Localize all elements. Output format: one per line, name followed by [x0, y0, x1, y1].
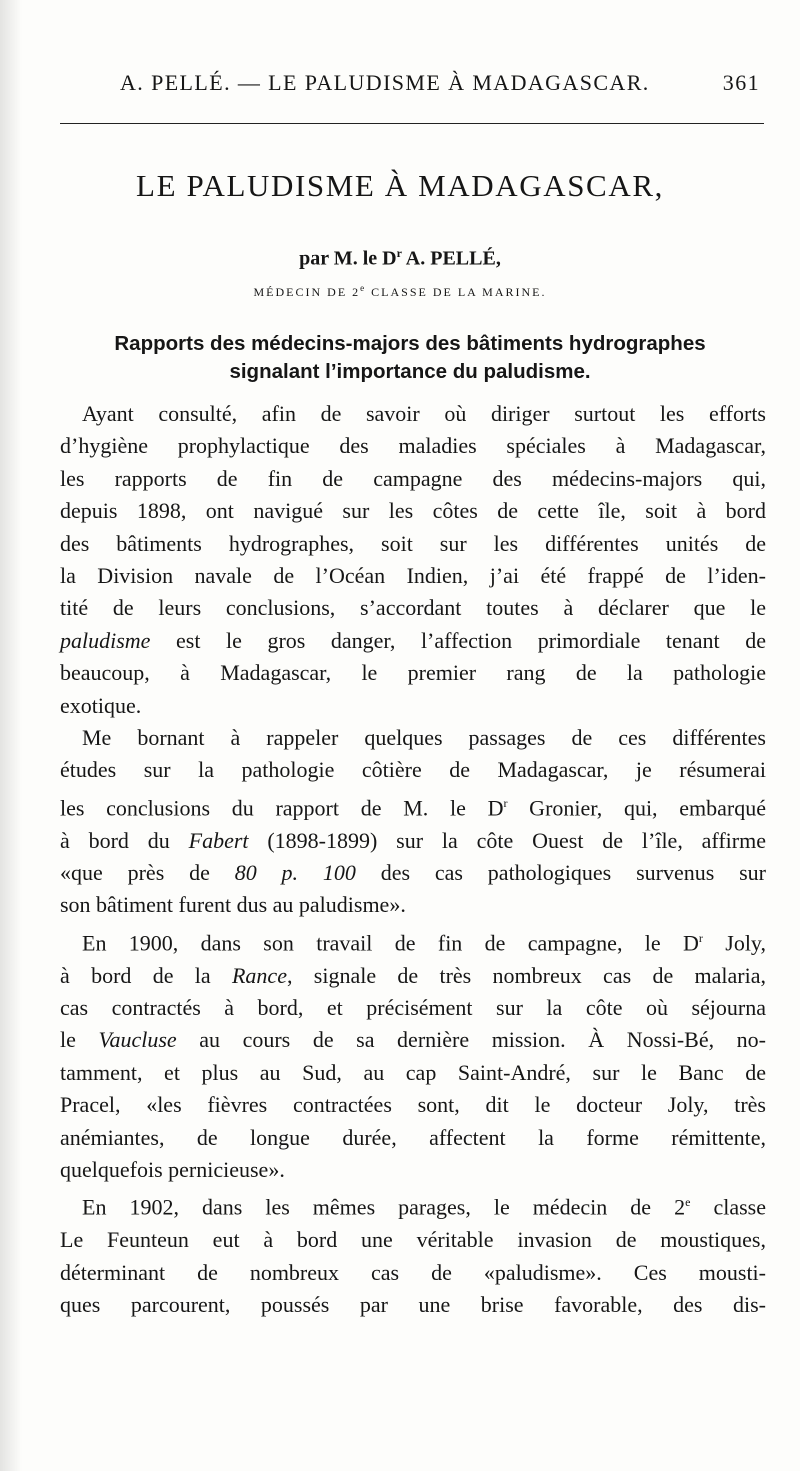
- ship-name: Rance: [231, 962, 287, 988]
- p2-sup: r: [503, 795, 508, 810]
- p2-text: Gronier, qui, embarqué: [507, 795, 767, 821]
- p1-line: les rapports de fin de campagne des médecins-majors qui,: [60, 465, 766, 491]
- p1-line: la Division navale de l’Océan Indien, j’ai été frappé de l’iden-: [60, 563, 766, 589]
- italic-figure: 80 p. 100: [234, 860, 356, 886]
- paragraph-3: [60, 922, 766, 1187]
- paragraph-1: [60, 398, 766, 722]
- p3-text: , signale de très nombreux cas de malaria,: [286, 962, 766, 988]
- subtitle-line-1: Rapports des médecins-majors des bâtiments hydrographes: [114, 332, 706, 355]
- body-text: [60, 398, 766, 1321]
- p4-text: En 1902, dans les mêmes parages, le médecin de 2: [82, 1194, 686, 1220]
- author-affiliation: [0, 283, 800, 300]
- p3-text: le: [60, 1027, 99, 1053]
- ship-name: Fabert: [188, 827, 249, 853]
- p3-line: [60, 922, 766, 960]
- p2-line: [60, 857, 766, 889]
- p3-line: quelquefois pernicieuse».: [60, 1157, 285, 1182]
- byline: [0, 246, 800, 271]
- ship-name: Vaucluse: [98, 1027, 177, 1053]
- p4-line: déterminant de nombreux cas de «paludisme». Ces mousti-: [60, 1259, 766, 1285]
- p3-line: [60, 1024, 766, 1056]
- author-name: A. PELLÉ,: [401, 247, 501, 270]
- p3-line: cas contractés à bord, et précisément sur la côte où séjourna: [60, 994, 766, 1020]
- p4-line: [60, 1186, 766, 1224]
- p1-line: beaucoup, à Madagascar, le premier rang de la pathologie: [60, 660, 766, 686]
- p1-line: [60, 625, 766, 657]
- section-subtitle: [60, 330, 760, 386]
- italic-term: paludisme: [60, 627, 151, 653]
- p3-text: En 1900, dans son travail de fin de campagne, le D: [82, 930, 699, 956]
- p3-text: au cours de sa dernière mission. À Nossi-Bé, no-: [176, 1027, 766, 1053]
- p1-line: tité de leurs conclusions, s’accordant toutes à déclarer que le: [60, 595, 766, 621]
- affiliation-post: CLASSE DE LA MARINE.: [366, 285, 547, 299]
- p3-line: anémiantes, de longue durée, affectent la forme rémittente,: [60, 1124, 766, 1150]
- p4-line: Le Feunteun eut à bord une véritable invasion de moustiques,: [60, 1227, 766, 1253]
- p1-line: des bâtiments hydrographes, soit sur les différentes unités de: [60, 530, 766, 556]
- p1-line-rest: est le gros danger, l’affection primordiale tenant de: [150, 627, 766, 653]
- binding-shadow: [0, 0, 22, 1471]
- p3-sup: r: [698, 930, 703, 945]
- running-title: A. PELLÉ. — LE PALUDISME À MADAGASCAR.: [120, 70, 650, 95]
- p1-line: exotique.: [60, 692, 142, 718]
- p4-text: classe: [690, 1194, 766, 1220]
- p2-line: [60, 787, 766, 825]
- p2-text: les conclusions du rapport de M. le D: [60, 795, 504, 821]
- p1-line: d’hygiène prophylactique des maladies spéciales à Madagascar,: [60, 433, 766, 459]
- byline-sup: r: [396, 246, 402, 260]
- p1-line: depuis 1898, ont navigué sur les côtes de cette île, soit à bord: [60, 498, 766, 524]
- affiliation-pre: MÉDECIN DE 2: [253, 285, 361, 299]
- article-title: LE PALUDISME À MADAGASCAR,: [136, 168, 664, 203]
- p1-line: Ayant consulté, afin de savoir où diriger surtout les efforts: [82, 401, 766, 426]
- running-head: [60, 70, 760, 104]
- header-rule: [60, 123, 764, 124]
- p3-line: tamment, et plus au Sud, au cap Saint-André, sur le Banc de: [60, 1059, 766, 1085]
- p2-line: son bâtiment furent dus au paludisme».: [60, 892, 406, 918]
- p2-line: [60, 825, 766, 857]
- page-number: 361: [722, 70, 760, 95]
- p3-text: à bord de la: [60, 962, 232, 988]
- p2-line: études sur la pathologie côtière de Madagascar, je résumerai: [60, 757, 766, 783]
- p2-text: «que près de: [60, 860, 235, 886]
- p2-text: à bord du: [60, 827, 189, 853]
- paragraph-2: [60, 722, 766, 922]
- p3-line: Pracel, «les fièvres contractées sont, dit le docteur Joly, très: [60, 1092, 766, 1118]
- p3-line: [60, 960, 766, 992]
- p4-line: ques parcourent, poussés par une brise favorable, des dis-: [60, 1291, 766, 1317]
- affiliation-sup: e: [360, 283, 367, 293]
- p2-line: Me bornant à rappeler quelques passages de ces différentes: [82, 725, 766, 751]
- p2-text: des cas pathologiques survenus sur: [355, 860, 767, 886]
- paragraph-4: [60, 1186, 766, 1321]
- p2-text: (1898-1899) sur la côte Ouest de l’île, affirme: [248, 827, 766, 853]
- byline-prefix: par M. le D: [299, 247, 397, 270]
- p3-text: Joly,: [702, 930, 766, 956]
- subtitle-line-2: signalant l’importance du paludisme.: [229, 360, 591, 383]
- p4-sup: e: [685, 1195, 691, 1210]
